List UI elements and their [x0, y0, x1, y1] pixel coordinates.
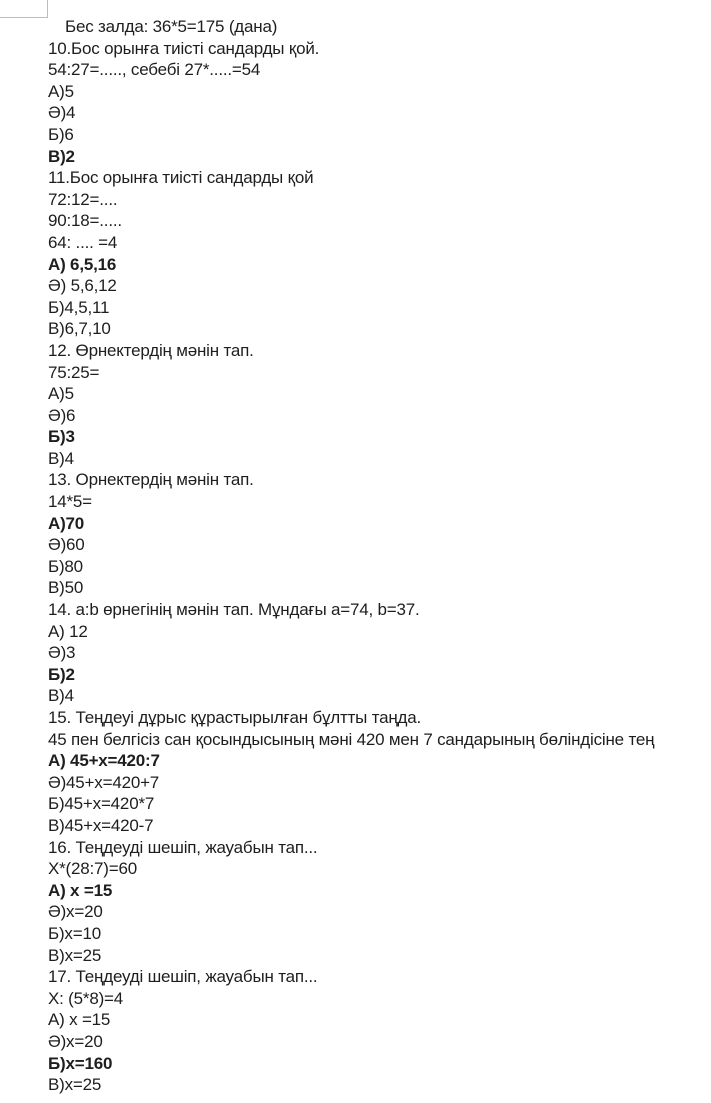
answer-line-highlighted: Б)2	[48, 664, 75, 684]
text-line: А)5	[48, 81, 74, 101]
text-line: 17. Теңдеуді шешіп, жауабын тап...	[48, 967, 318, 987]
text-line: А) 12	[48, 621, 88, 641]
text-line: В)4	[48, 686, 74, 706]
text-line: Б)x=10	[48, 923, 101, 943]
text-line: В)50	[48, 578, 84, 598]
text-line: А) x =15	[48, 1010, 111, 1030]
text-line: 14. a:b өрнегінің мәнін тап. Мұндағы a=74, b=37.	[48, 600, 420, 620]
text-line: В)4	[48, 448, 74, 468]
text-line: 12. Өрнектердің мәнін тап.	[48, 340, 254, 360]
text-line: 75:25=	[48, 362, 100, 382]
text-line: Ә)x=20	[48, 902, 103, 922]
answer-line-highlighted: А) x =15	[48, 880, 113, 900]
text-line: Ә)45+x=420+7	[48, 772, 160, 792]
text-line: Б)4,5,11	[48, 297, 110, 317]
answer-line-highlighted: А)70	[48, 513, 85, 533]
text-line: 15. Теңдеуі дұрыс құрастырылған бұлтты таңда.	[48, 708, 422, 727]
text-line: 14*5=	[48, 492, 92, 512]
text-line: X*(28:7)=60	[48, 859, 138, 879]
answer-line-highlighted: В)2	[48, 146, 75, 166]
document-body	[48, 16, 711, 1096]
page-margin-marker	[0, 0, 48, 18]
text-line: 54:27=....., себебі 27*.....=54	[48, 60, 261, 80]
text-line: А)5	[48, 384, 74, 404]
text-line: 13. Орнектердің мәнін тап.	[48, 470, 254, 490]
text-line: Ә)x=20	[48, 1031, 103, 1051]
text-line: Ә)60	[48, 535, 85, 555]
text-line: Ә)6	[48, 405, 76, 425]
text-line: В)45+x=420-7	[48, 815, 154, 835]
text-line: Бес залда: 36*5=175 (дана)	[65, 17, 278, 36]
answer-line-highlighted: Б)x=160	[48, 1053, 113, 1073]
text-line: Ә)3	[48, 643, 76, 663]
text-line: Б)80	[48, 556, 83, 576]
text-line: Б)45+x=420*7	[48, 794, 155, 814]
text-line: Ә) 5,6,12	[48, 276, 117, 296]
text-line: 10.Бос орынға тиісті сандарды қой.	[48, 38, 320, 58]
text-line: 90:18=.....	[48, 211, 122, 231]
text-line: 16. Теңдеуді шешіп, жауабын тап...	[48, 837, 318, 857]
text-line: Б)6	[48, 124, 74, 144]
text-line: В)6,7,10	[48, 319, 111, 339]
text-line: В)x=25	[48, 1075, 102, 1095]
answer-line-highlighted: Б)3	[48, 427, 75, 447]
answer-line-highlighted: А) 45+x=420:7	[48, 751, 160, 771]
text-line: В)x=25	[48, 945, 102, 965]
answer-line-highlighted: А) 6,5,16	[48, 254, 117, 274]
text-line: 11.Бос орынға тиісті сандарды қой	[48, 168, 314, 188]
text-line: 64: .... =4	[48, 232, 118, 252]
text-line: 45 пен белгісіз сан қосындысының мәні 420 мен 7 сандарының бөліндісіне тең	[48, 729, 655, 749]
text-line: 72:12=....	[48, 189, 118, 209]
text-line: Ә)4	[48, 103, 76, 123]
text-line: X: (5*8)=4	[48, 988, 124, 1008]
